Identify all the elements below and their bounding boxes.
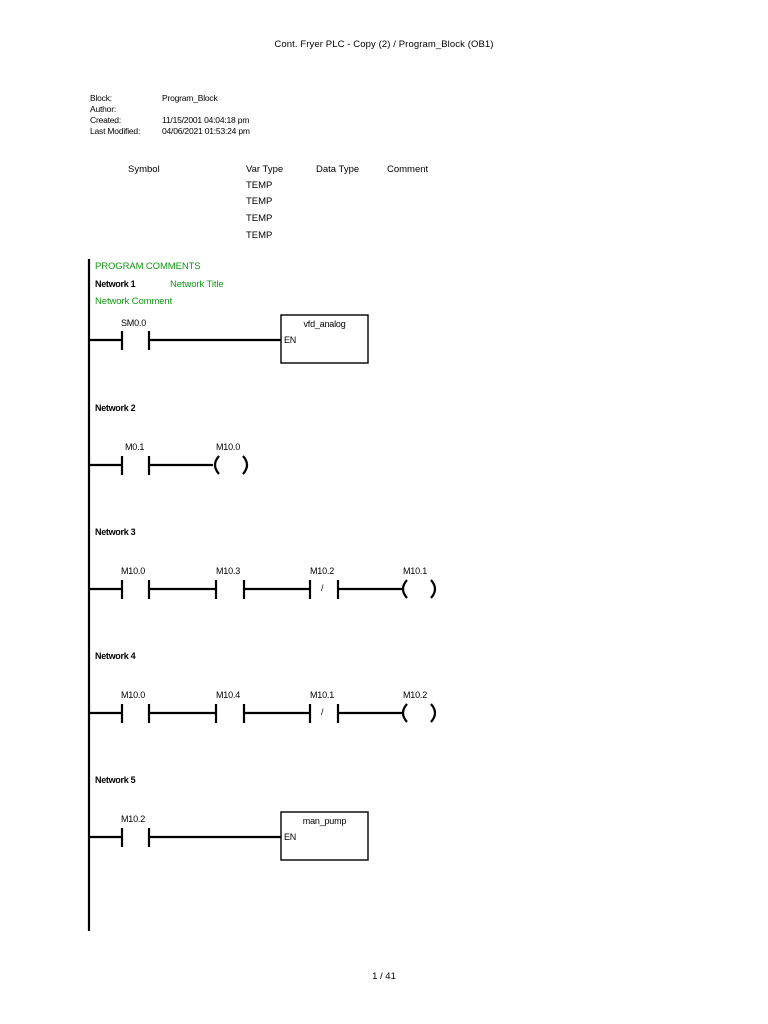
coil-m10-1: [403, 580, 435, 598]
coil-address: M10.2: [403, 690, 428, 700]
contact-m10-2: [122, 828, 149, 847]
var-row-var-type: TEMP: [246, 180, 273, 191]
contact-m10-4: [216, 704, 244, 723]
last-modified-value: 04/06/2021 01:53:24 pm: [162, 126, 250, 136]
comment-column-header: Comment: [387, 164, 429, 175]
function-box-name: vfd_analog: [303, 319, 346, 329]
coil-address: M10.1: [403, 566, 428, 576]
enable-input-label: EN: [284, 335, 297, 345]
negation-slash: /: [321, 583, 324, 593]
contact-m0-1: [122, 456, 149, 475]
negated-contact-m10-1: [310, 704, 338, 723]
network-label: Network 4: [95, 651, 136, 661]
document-title: Cont. Fryer PLC - Copy (2) / Program_Block (OB1): [274, 39, 494, 50]
contact-address: M10.0: [121, 690, 146, 700]
contact-address: M10.4: [216, 690, 241, 700]
var-type-column-header: Var Type: [246, 164, 284, 175]
block-label: Block:: [90, 93, 112, 103]
contact-address: M10.2: [121, 814, 146, 824]
contact-sm0-0: [122, 331, 149, 350]
function-box-name: man_pump: [302, 816, 347, 826]
enable-input-label: EN: [284, 832, 297, 842]
network-title: Network Title: [170, 279, 224, 290]
contact-address: M10.1: [310, 690, 335, 700]
contact-address: M10.0: [121, 566, 146, 576]
network-label: Network 5: [95, 775, 136, 785]
network-3-rung: [89, 580, 435, 599]
coil-m10-0: [215, 456, 247, 474]
var-row-var-type: TEMP: [246, 230, 273, 241]
author-label: Author:: [90, 104, 117, 114]
network-comment: Network Comment: [95, 296, 173, 307]
contact-address: M10.2: [310, 566, 335, 576]
coil-m10-2: [403, 704, 435, 722]
last-modified-label: Last Modified:: [90, 126, 141, 136]
network-label: Network 2: [95, 403, 136, 413]
network-4-rung: [89, 704, 435, 723]
network-2-rung: [89, 456, 247, 475]
contact-m10-3: [216, 580, 244, 599]
negated-contact-m10-2: [310, 580, 338, 599]
page-number: 1 / 41: [372, 971, 396, 982]
network-label: Network 3: [95, 527, 136, 537]
contact-address: M0.1: [125, 442, 145, 452]
coil-address: M10.0: [216, 442, 241, 452]
contact-m10-0: [122, 580, 149, 599]
contact-address: SM0.0: [121, 318, 147, 328]
block-value: Program_Block: [162, 93, 218, 103]
network-label: Network 1: [95, 279, 136, 289]
created-label: Created:: [90, 115, 122, 125]
contact-address: M10.3: [216, 566, 241, 576]
negation-slash: /: [321, 707, 324, 717]
var-row-var-type: TEMP: [246, 213, 273, 224]
program-comments: PROGRAM COMMENTS: [95, 261, 201, 272]
contact-m10-0: [122, 704, 149, 723]
symbol-column-header: Symbol: [128, 164, 160, 175]
created-value: 11/15/2001 04:04:18 pm: [162, 115, 250, 125]
var-row-var-type: TEMP: [246, 196, 273, 207]
data-type-column-header: Data Type: [316, 164, 360, 175]
